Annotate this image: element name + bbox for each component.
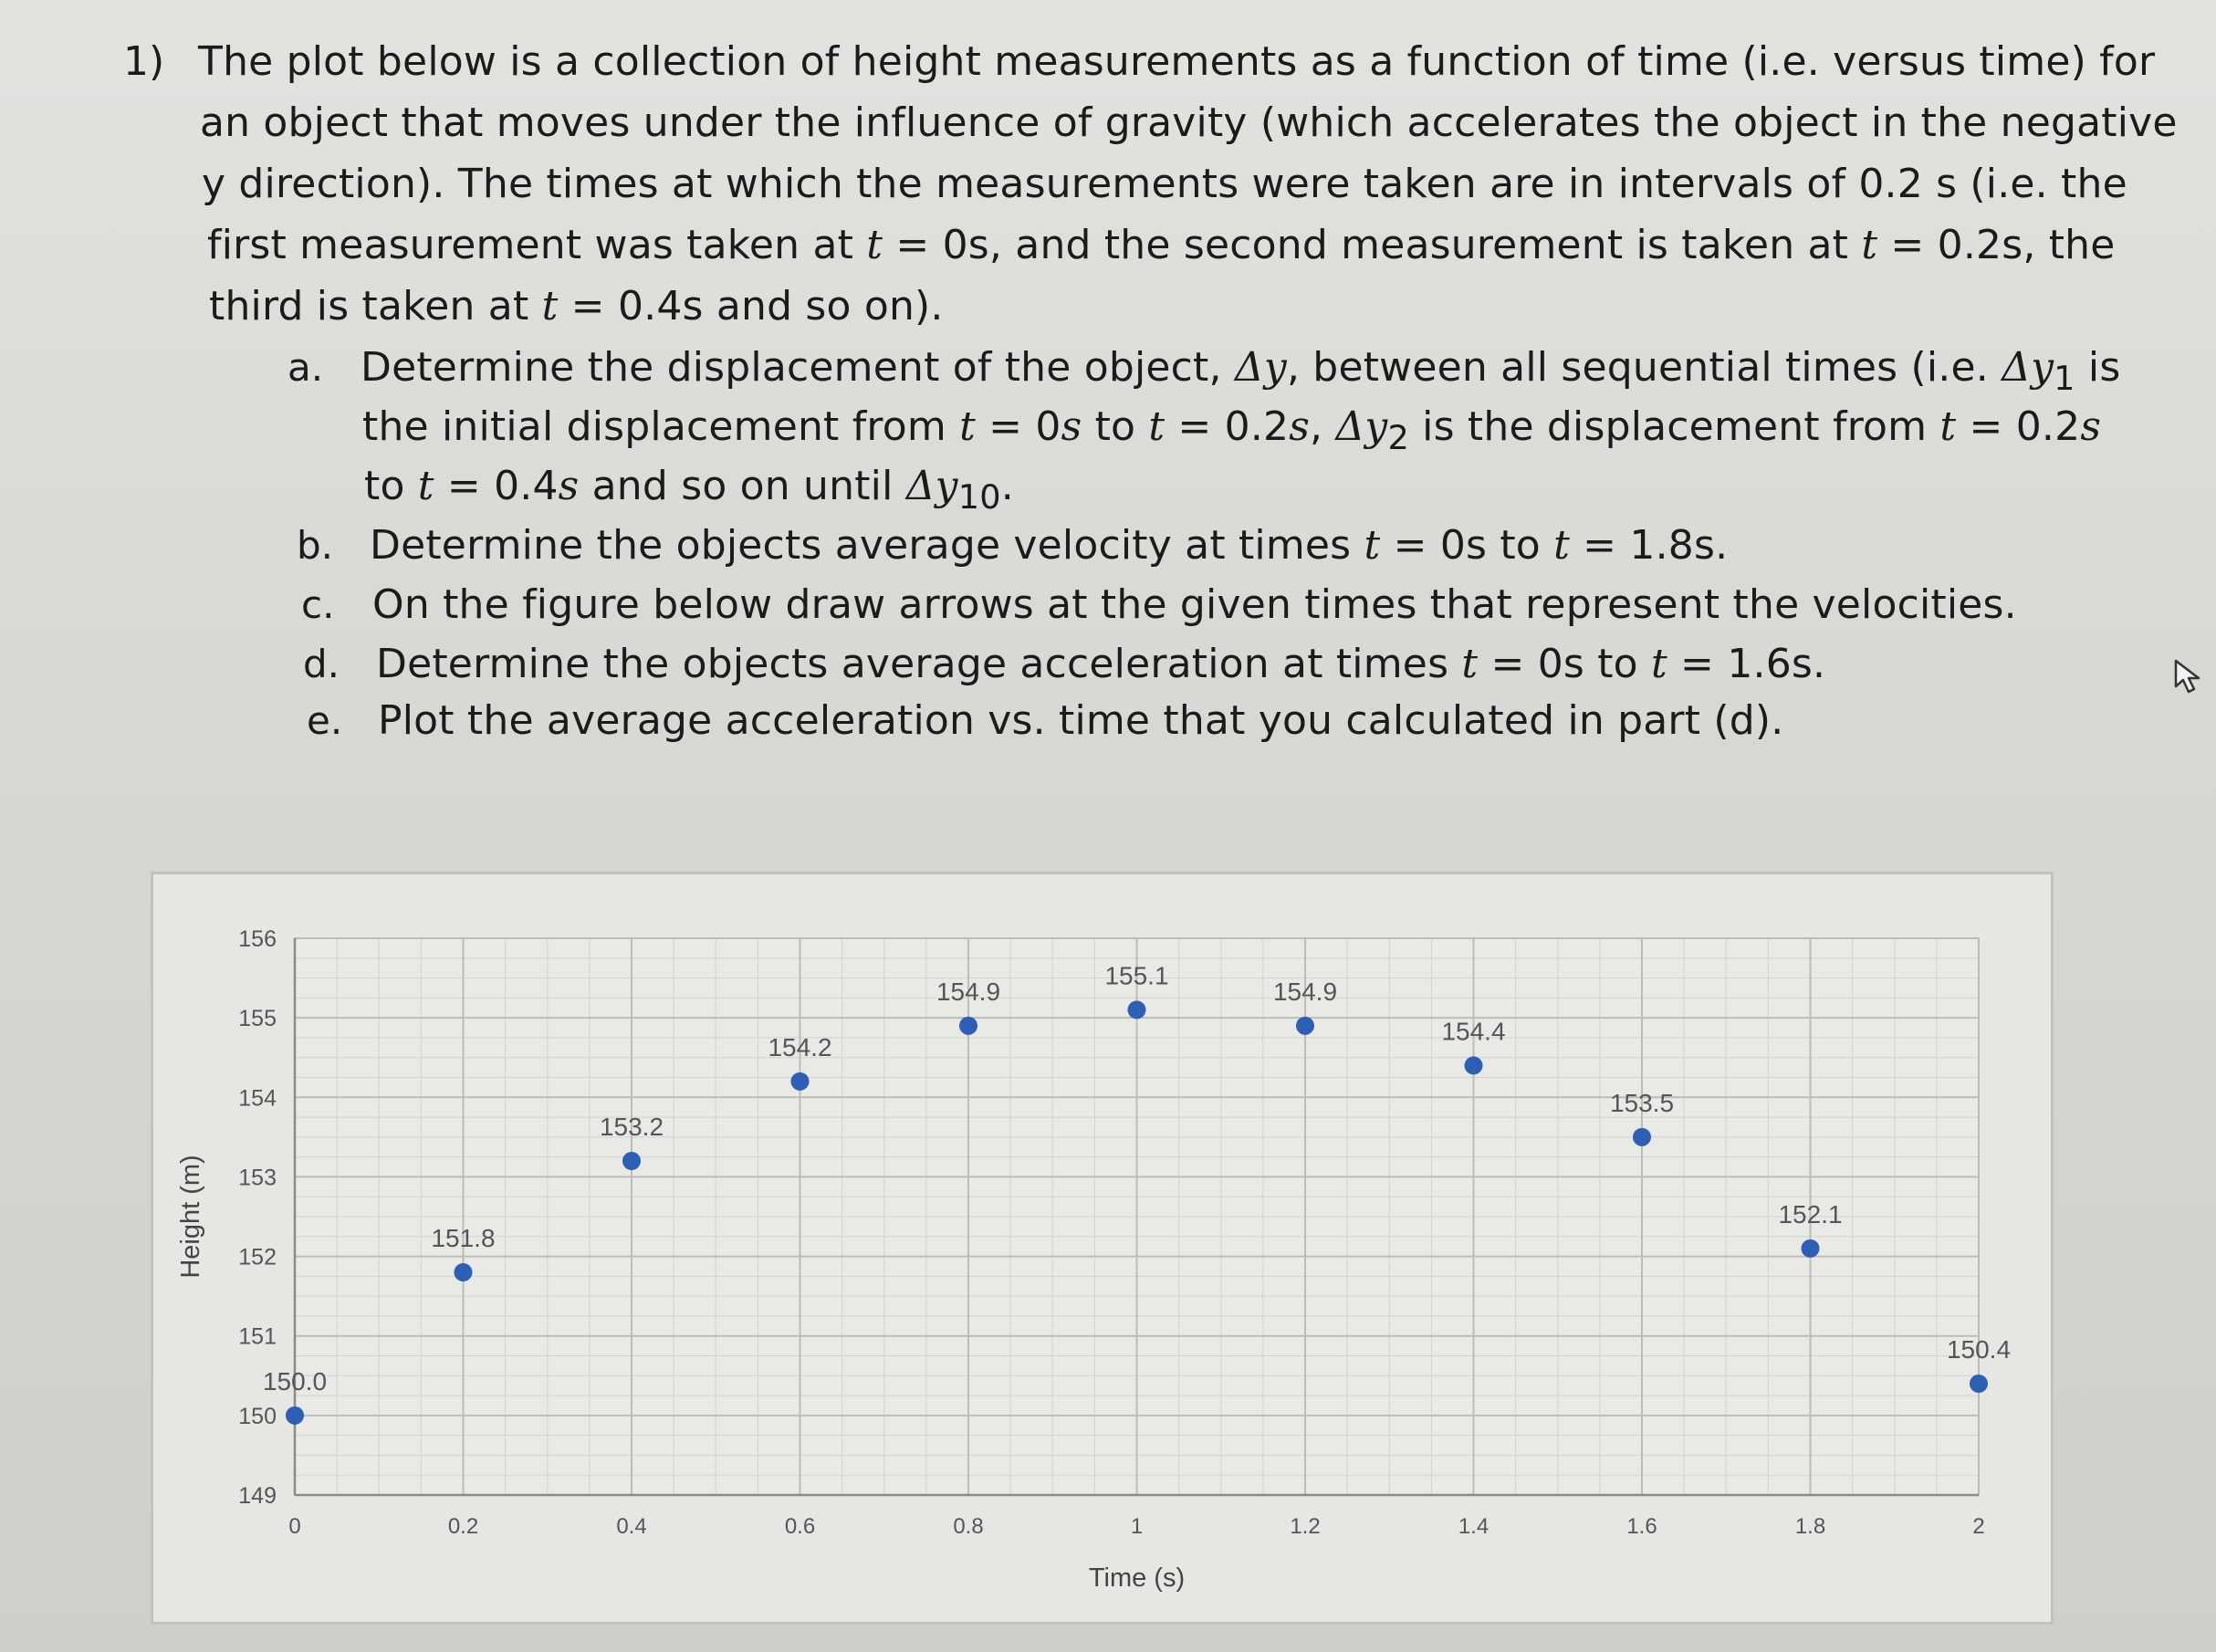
data-point bbox=[1633, 1128, 1651, 1146]
y-tick-label: 150 bbox=[238, 1403, 277, 1429]
part-d-text: Determine the objects average acceleration at times t = 0s to t = 1.6s. bbox=[376, 641, 1826, 687]
data-label: 154.9 bbox=[936, 977, 1001, 1006]
data-label: 150.0 bbox=[262, 1366, 328, 1396]
part-b-text: Determine the objects average velocity at times t = 0s to t = 1.8s. bbox=[370, 522, 1729, 569]
y-tick-label: 153 bbox=[238, 1165, 277, 1191]
part-a-line-1: Determine the displacement of the object, Δy, between all sequential times (i.e. $\Delta y_1$ is bbox=[361, 344, 2121, 398]
data-point bbox=[286, 1406, 304, 1425]
part-c-letter: c. bbox=[301, 582, 335, 627]
part-e-letter: e. bbox=[307, 698, 343, 743]
question-line-1: The plot below is a collection of height measurements as a function of time (i.e. versus time) for bbox=[198, 38, 2156, 85]
part-d-letter: d. bbox=[303, 642, 340, 686]
data-point bbox=[1465, 1056, 1483, 1074]
y-tick-label: 155 bbox=[238, 1006, 277, 1032]
height-vs-time-chart bbox=[153, 874, 2056, 1627]
y-tick-label: 151 bbox=[238, 1323, 277, 1350]
chart-frame bbox=[151, 872, 2054, 1625]
data-point bbox=[1296, 1017, 1314, 1035]
part-a-line-3: to t = 0.4s and so on until $\Delta y_{10}$. bbox=[364, 463, 1014, 517]
y-axis-title: Height (m) bbox=[176, 1155, 205, 1279]
part-a-line-2: the initial displacement from t = 0s to t = 0.2s, $\Delta y_2$ is the displacement from t = 0.2s bbox=[362, 403, 2102, 457]
x-tick-label: 2 bbox=[1972, 1514, 1985, 1539]
grid-lines bbox=[295, 938, 1979, 1495]
question-line-3: y direction). The times at which the measurements were taken are in intervals of 0.2 s (i.e. the bbox=[202, 161, 2127, 207]
part-e-text: Plot the average acceleration vs. time that you calculated in part (d). bbox=[378, 697, 1784, 744]
question-number: 1) bbox=[123, 38, 165, 85]
x-tick-label: 0.4 bbox=[616, 1514, 647, 1539]
y-tick-label: 154 bbox=[238, 1085, 277, 1112]
x-tick-label: 1.2 bbox=[1290, 1514, 1321, 1539]
data-label: 153.5 bbox=[1609, 1088, 1675, 1117]
y-tick-label: 152 bbox=[238, 1244, 277, 1270]
data-label: 151.8 bbox=[431, 1224, 496, 1252]
data-point bbox=[455, 1263, 473, 1281]
x-tick-label: 0.6 bbox=[784, 1514, 816, 1539]
question-line-5: third is taken at t = 0.4s and so on). bbox=[209, 283, 944, 329]
data-point bbox=[959, 1017, 977, 1035]
part-c-text: On the figure below draw arrows at the given times that represent the velocities. bbox=[372, 581, 2017, 628]
part-a-letter: a. bbox=[287, 345, 324, 390]
x-tick-label: 1.4 bbox=[1458, 1514, 1490, 1539]
data-point bbox=[1128, 1000, 1146, 1019]
question-line-2: an object that moves under the influence of gravity (which accelerates the object in the negative bbox=[200, 99, 2178, 146]
data-label: 154.4 bbox=[1441, 1017, 1506, 1046]
part-b-letter: b. bbox=[297, 523, 334, 568]
x-tick-label: 0.2 bbox=[447, 1514, 479, 1539]
x-tick-label: 0.8 bbox=[953, 1514, 984, 1539]
y-tick-label: 149 bbox=[238, 1483, 277, 1509]
y-tick-label: 156 bbox=[238, 926, 277, 952]
x-tick-label: 0 bbox=[288, 1514, 301, 1539]
data-point bbox=[791, 1072, 810, 1091]
data-label: 150.4 bbox=[1946, 1335, 2012, 1364]
data-label: 154.9 bbox=[1272, 977, 1338, 1006]
x-tick-label: 1.8 bbox=[1794, 1514, 1826, 1539]
data-point bbox=[1802, 1239, 1820, 1258]
x-tick-label: 1.6 bbox=[1626, 1514, 1657, 1539]
x-axis-title: Time (s) bbox=[1088, 1563, 1186, 1593]
data-point bbox=[622, 1152, 641, 1170]
data-point bbox=[1970, 1375, 1988, 1393]
data-label: 154.2 bbox=[768, 1032, 832, 1061]
data-label: 153.2 bbox=[599, 1113, 664, 1141]
question-line-4: first measurement was taken at t = 0s, and the second measurement is taken at t = 0.2s, the bbox=[207, 222, 2116, 268]
cursor-icon bbox=[2170, 657, 2211, 697]
data-label: 155.1 bbox=[1104, 961, 1169, 990]
data-label: 152.1 bbox=[1778, 1199, 1843, 1229]
x-tick-label: 1 bbox=[1130, 1514, 1144, 1539]
